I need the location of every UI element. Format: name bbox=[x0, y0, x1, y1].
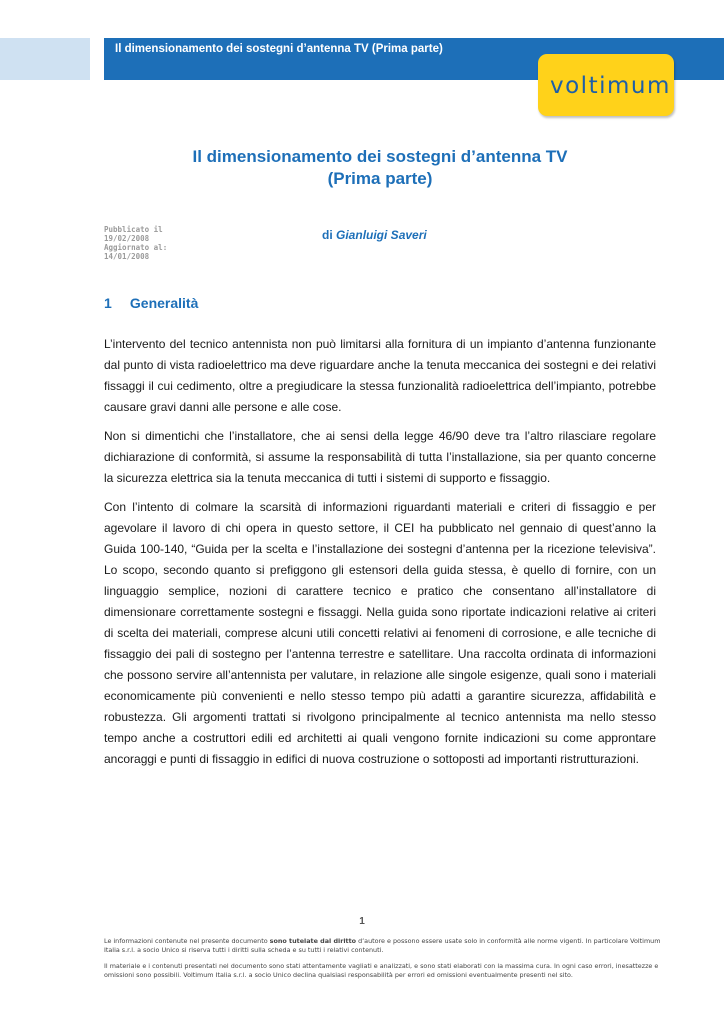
byline-prefix: di bbox=[322, 228, 333, 242]
author-name: Gianluigi Saveri bbox=[336, 228, 427, 242]
page-number: 1 bbox=[359, 916, 365, 927]
section-number: 1 bbox=[104, 295, 112, 311]
section-heading bbox=[104, 295, 198, 311]
voltimum-logo bbox=[538, 54, 674, 116]
updated-label: Aggiornato al: bbox=[104, 243, 168, 252]
notice1-post: d’autore e possono essere usate solo in conformità alle norme vigenti. In particolare Voltimum Italia s.r.l. a socio Unico si riserva tutti i diritti sulla scheda e su tutti i relativi contenuti. bbox=[104, 937, 661, 954]
header-title: Il dimensionamento dei sostegni d’antenna TV (Prima parte) bbox=[115, 43, 443, 55]
document-title-line1: Il dimensionamento dei sostegni d’antenna TV bbox=[192, 147, 568, 166]
publication-meta bbox=[104, 225, 204, 261]
published-label: Pubblicato il bbox=[104, 225, 163, 234]
header-accent-block bbox=[0, 38, 90, 80]
notice1-pre: Le informazioni contenute nel presente documento bbox=[104, 937, 270, 945]
section-title: Generalità bbox=[129, 295, 199, 311]
document-title-line2: (Prima parte) bbox=[327, 169, 433, 188]
document-title bbox=[150, 146, 610, 190]
footer-notice-disclaimer: Il materiale e i contenuti presentati nel documento sono stati attentamente vagliati e analizzati, e sono stati elaborati con la massima cura. In ogni caso errori, inesattezze e omissioni sono possibili. Voltimum Italia s.r.l. a socio Unico declina qualsiasi responsabilità per errori ed omissioni eventualmente presenti nel sito. bbox=[104, 962, 659, 979]
paragraph: Con l’intento di colmare la scarsità di informazioni riguardanti materiali e criteri di fissaggio e per agevolare il lavoro di chi opera in questo settore, il CEI ha pubblicato nel gennaio di quest’anno la Guida 100-140, “Guida per la scelta e l’installazione dei sostegni d’antenna per la ricezione televisiva”. Lo scopo, secondo quanto si prefiggono gli estensori della guida stessa, è quello di fornire, con un linguaggio semplice, nozioni di carattere tecnico e pratico che consentano all’installatore di dimensionare correttamente sostegni e fissaggi. Nella guida sono riportate indicazioni relative ai criteri di scelta dei materiali, comprese alcuni utili concetti relativi ai fenomeni di corrosione, e alle tecniche di fissaggio dei pali di sostegno per l’antenna terrestre e satellitare. Una raccolta ordinata di informazioni che possono servire all’antennista per valutare, in relazione alle singole esigenze, quali sono i materiali economicamente più convenienti e nello stesso tempo più adatti a garantire sicurezza, affidabilità e robustezza. Gli argomenti trattati si rivolgono principalmente al tecnico antennista ma nello stesso tempo anche a costruttori edili ed architetti ai quali vengono fornite indicazioni su come approntare ancoraggi e punti di fissaggio in edifici di nuova costruzione o sottoposti ad importanti ristrutturazioni. bbox=[104, 500, 656, 766]
footer-notice-copyright bbox=[104, 937, 662, 955]
updated-date: 14/01/2008 bbox=[104, 252, 150, 261]
byline bbox=[322, 228, 427, 242]
body-text bbox=[104, 334, 656, 778]
paragraph: L’intervento del tecnico antennista non può limitarsi alla fornitura di un impianto d’antenna funzionante dal punto di vista radioelettrico ma deve riguardare anche la tenuta meccanica dei sostegni e dei relativi fissaggi il cui cedimento, oltre a pregiudicare la stessa funzionalità radioelettrica dell’impianto, potrebbe causare gravi danni alle persone e alle cose. bbox=[104, 337, 656, 414]
footer-notices bbox=[104, 937, 662, 987]
published-date: 19/02/2008 bbox=[104, 234, 150, 243]
logo-text: voltimum bbox=[550, 73, 671, 99]
notice1-bold: sono tutelate dal diritto bbox=[269, 937, 357, 945]
paragraph: Non si dimentichi che l’installatore, che ai sensi della legge 46/90 deve tra l’altro rilasciare regolare dichiarazione di conformità, si assume la responsabilità di tutta l’installazione, sia per quanto concerne la sicurezza elettrica sia la tenuta meccanica di tutti i sistemi di supporto e fissaggio. bbox=[104, 429, 656, 485]
